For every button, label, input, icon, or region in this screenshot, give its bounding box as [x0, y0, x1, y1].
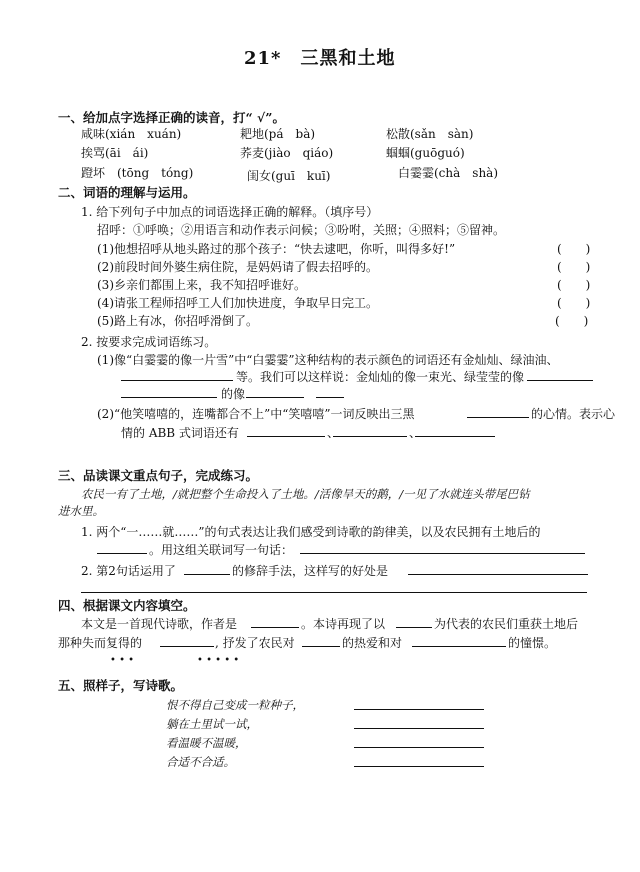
- section-4-heading: 四、根据课文内容填空。: [58, 598, 196, 613]
- answer-blank[interactable]: [121, 397, 217, 398]
- dots-mark: • • •: [110, 655, 135, 666]
- pinyin-item: 耙地(pá bà): [240, 127, 316, 141]
- answer-paren[interactable]: ( ): [555, 314, 589, 328]
- poem-line: 合适不合适。: [166, 755, 235, 769]
- poem-line: 看温暖不温暖，: [166, 736, 247, 750]
- answer-blank[interactable]: [333, 436, 407, 437]
- fill-text: , 抒发了农民对: [215, 636, 295, 650]
- question-text: 等。我们可以这样说：金灿灿的像一束光、绿莹莹的像: [236, 370, 525, 384]
- answer-blank[interactable]: [354, 709, 484, 710]
- answer-blank[interactable]: [467, 417, 529, 418]
- separator: 、: [409, 426, 422, 440]
- sentence-item: (1)他想招呼从地头路过的那个孩子：“快去逮吧，你听，叫得多好!”: [97, 242, 456, 256]
- poem-excerpt: 农民一有了土地，/就把整个生命投入了土地。/活像旱天的鹅，/一见了水就连头带尾巴钻: [81, 487, 530, 501]
- section-2-heading: 二、词语的理解与运用。: [58, 185, 196, 200]
- question-text: 的修辞手法，这样写的好处是: [232, 564, 389, 578]
- answer-blank[interactable]: [247, 436, 325, 437]
- answer-blank[interactable]: [160, 646, 214, 647]
- answer-paren[interactable]: ( ): [557, 296, 591, 310]
- question-text: 。用这组关联词写一句话：: [149, 543, 294, 557]
- question-text: 2. 按要求完成词语练习。: [81, 335, 217, 349]
- answer-blank[interactable]: [396, 627, 432, 628]
- poem-excerpt: 进水里。: [58, 504, 104, 518]
- poem-line: 躺在土里试一试，: [166, 717, 258, 731]
- pinyin-item: 闺女(guī kuī): [247, 169, 331, 183]
- answer-blank[interactable]: [184, 574, 230, 575]
- sentence-item: (5)路上有冰，你招呼滑倒了。: [97, 314, 258, 328]
- section-3-heading: 三、品读课文重点句子，完成练习。: [58, 468, 259, 483]
- answer-blank[interactable]: [408, 574, 588, 575]
- answer-blank[interactable]: [81, 592, 587, 593]
- answer-paren[interactable]: ( ): [557, 278, 591, 292]
- answer-blank[interactable]: [302, 646, 340, 647]
- pinyin-item: 白霎霎(chà shà): [398, 166, 499, 180]
- answer-paren[interactable]: ( ): [557, 260, 591, 274]
- pinyin-item: 挨骂(āi ái): [81, 146, 149, 160]
- meanings-text: 招呼：①呼唤；②用语言和动作表示问候；③吩咐，关照；④照料；⑤留神。: [97, 223, 506, 237]
- question-text: (2)“他笑嘻嘻的，连嘴都合不上”中“笑嘻嘻”一词反映出三黑: [97, 407, 415, 421]
- answer-blank[interactable]: [354, 728, 484, 729]
- sentence-item: (4)请张工程师招呼工人们加快进度，争取早日完工。: [97, 296, 379, 310]
- section-1-heading: 一、给加点字选择正确的读音，打“ √”。: [58, 110, 285, 125]
- fill-text: 的憧憬。: [508, 636, 557, 650]
- question-text: 的像: [221, 387, 246, 401]
- answer-blank[interactable]: [354, 766, 484, 767]
- fill-text: 的热爱和对: [342, 636, 403, 650]
- answer-paren[interactable]: ( ): [557, 242, 591, 256]
- question-text: 情的 ABB 式词语还有: [121, 426, 239, 440]
- pinyin-item: 荞麦(jiào qiáo): [240, 146, 334, 160]
- question-text: 2. 第2句话运用了: [81, 564, 176, 578]
- sentence-item: (2)前段时间外婆生病住院，是妈妈请了假去招呼的。: [97, 260, 379, 274]
- answer-blank[interactable]: [97, 553, 147, 554]
- answer-blank[interactable]: [415, 436, 495, 437]
- answer-blank[interactable]: [527, 380, 593, 381]
- answer-blank[interactable]: [412, 646, 506, 647]
- page-title: 21* 三黑和土地: [244, 48, 396, 69]
- dots-mark: • • • • •: [197, 655, 240, 666]
- question-text: 的心情。表示心: [531, 407, 616, 421]
- sentence-item: (3)乡亲们都围上来，我不知招呼谁好。: [97, 278, 306, 292]
- answer-blank[interactable]: [300, 553, 585, 554]
- fill-text: 为代表的农民们重获土地后: [434, 617, 579, 631]
- answer-blank[interactable]: [121, 380, 233, 381]
- separator: 、: [327, 426, 340, 440]
- answer-blank[interactable]: [316, 397, 344, 398]
- section-5-heading: 五、照样子，写诗歌。: [58, 678, 184, 693]
- answer-blank[interactable]: [251, 627, 299, 628]
- question-text: 1. 给下列句子中加点的词语选择正确的解释。（填序号）: [81, 205, 379, 219]
- pinyin-item: 蹬坏 (tōng tóng): [81, 166, 194, 180]
- fill-text: 。本诗再现了以: [301, 617, 386, 631]
- question-text: (1)像“白霎霎的像一片雪”中“白霎霎”这种结构的表示颜色的词语还有金灿灿、绿油油、: [97, 353, 559, 367]
- answer-blank[interactable]: [354, 747, 484, 748]
- pinyin-item: 松散(sǎn sàn): [386, 127, 474, 141]
- pinyin-item: 蝈蝈(guōguó): [386, 146, 465, 160]
- fill-text: 那种失而复得的: [58, 636, 143, 650]
- fill-text: 本文是一首现代诗歌，作者是: [81, 617, 238, 631]
- question-text: 1. 两个“一……就……”的句式表达让我们感受到诗歌的韵律美，以及农民拥有土地后的: [81, 525, 541, 539]
- poem-line: 恨不得自己变成一粒种子，: [166, 698, 304, 712]
- pinyin-item: 咸味(xián xuán): [81, 127, 182, 141]
- answer-blank[interactable]: [246, 397, 304, 398]
